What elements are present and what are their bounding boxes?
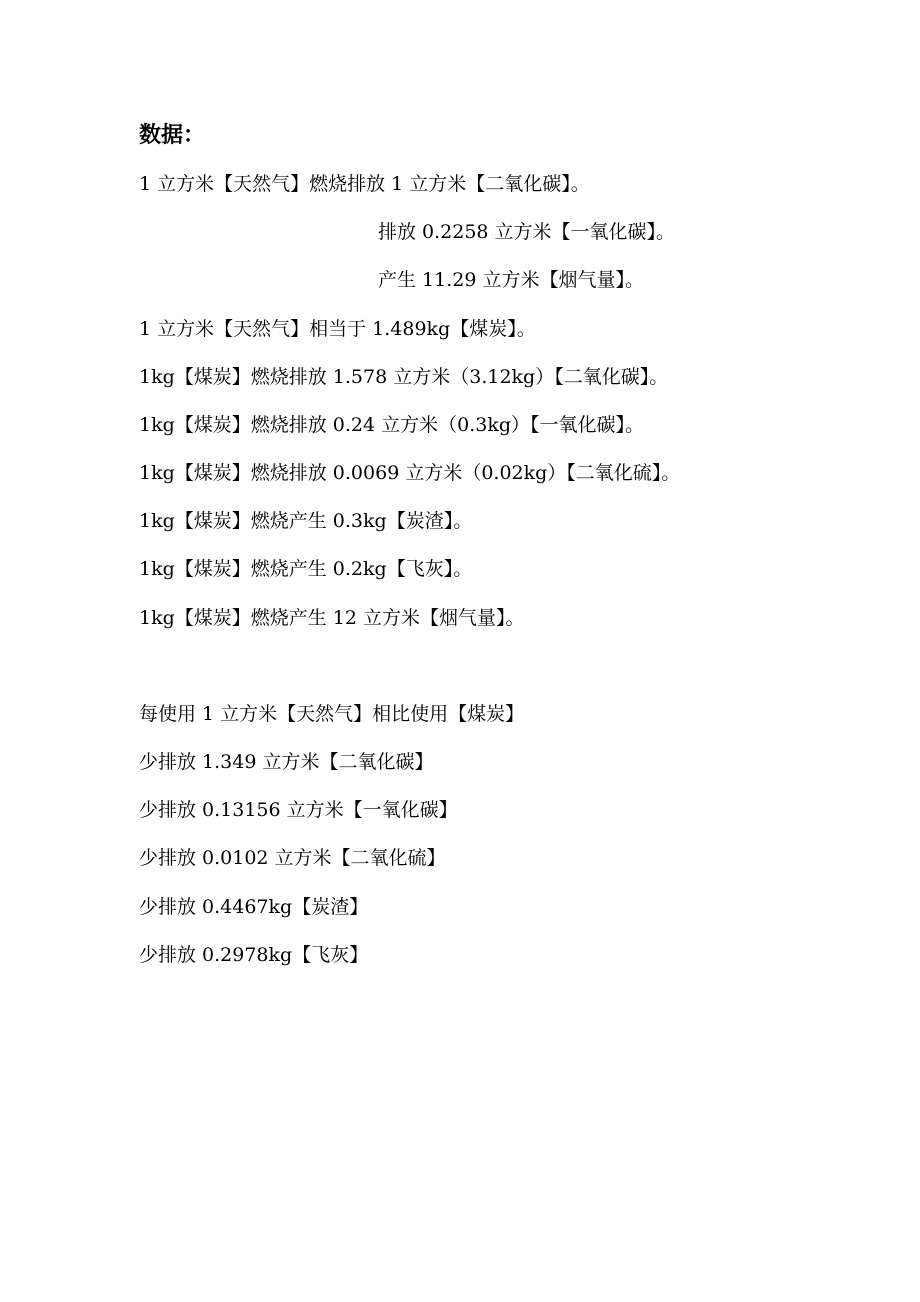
data-line-2: 排放 0.2258 立方米【一氧化碳】。 [378,221,676,243]
data-line-9: 1kg【煤炭】燃烧产生 0.2kg【飞灰】。 [139,558,473,580]
comparison-intro: 每使用 1 立方米【天然气】相比使用【煤炭】 [139,703,525,725]
data-line-5: 1kg【煤炭】燃烧排放 1.578 立方米（3.12kg）【二氧化碳】。 [139,366,669,388]
data-line-3: 产生 11.29 立方米【烟气量】。 [378,269,644,291]
comparison-item-4: 少排放 0.4467kg【炭渣】 [139,896,369,918]
data-line-7: 1kg【煤炭】燃烧排放 0.0069 立方米（0.02kg）【二氧化硫】。 [139,462,681,484]
data-line-1: 1 立方米【天然气】燃烧排放 1 立方米【二氧化碳】。 [139,173,590,195]
comparison-item-5: 少排放 0.2978kg【飞灰】 [139,944,369,966]
comparison-item-1: 少排放 1.349 立方米【二氧化碳】 [139,751,434,773]
data-line-4: 1 立方米【天然气】相当于 1.489kg【煤炭】。 [139,318,536,340]
data-line-8: 1kg【煤炭】燃烧产生 0.3kg【炭渣】。 [139,510,473,532]
section-heading: 数据： [139,123,206,148]
data-line-10: 1kg【煤炭】燃烧产生 12 立方米【烟气量】。 [139,607,525,629]
comparison-item-3: 少排放 0.0102 立方米【二氧化硫】 [139,847,446,869]
comparison-item-2: 少排放 0.13156 立方米【一氧化碳】 [139,799,458,821]
data-line-6: 1kg【煤炭】燃烧排放 0.24 立方米（0.3kg）【一氧化碳】。 [139,414,645,436]
